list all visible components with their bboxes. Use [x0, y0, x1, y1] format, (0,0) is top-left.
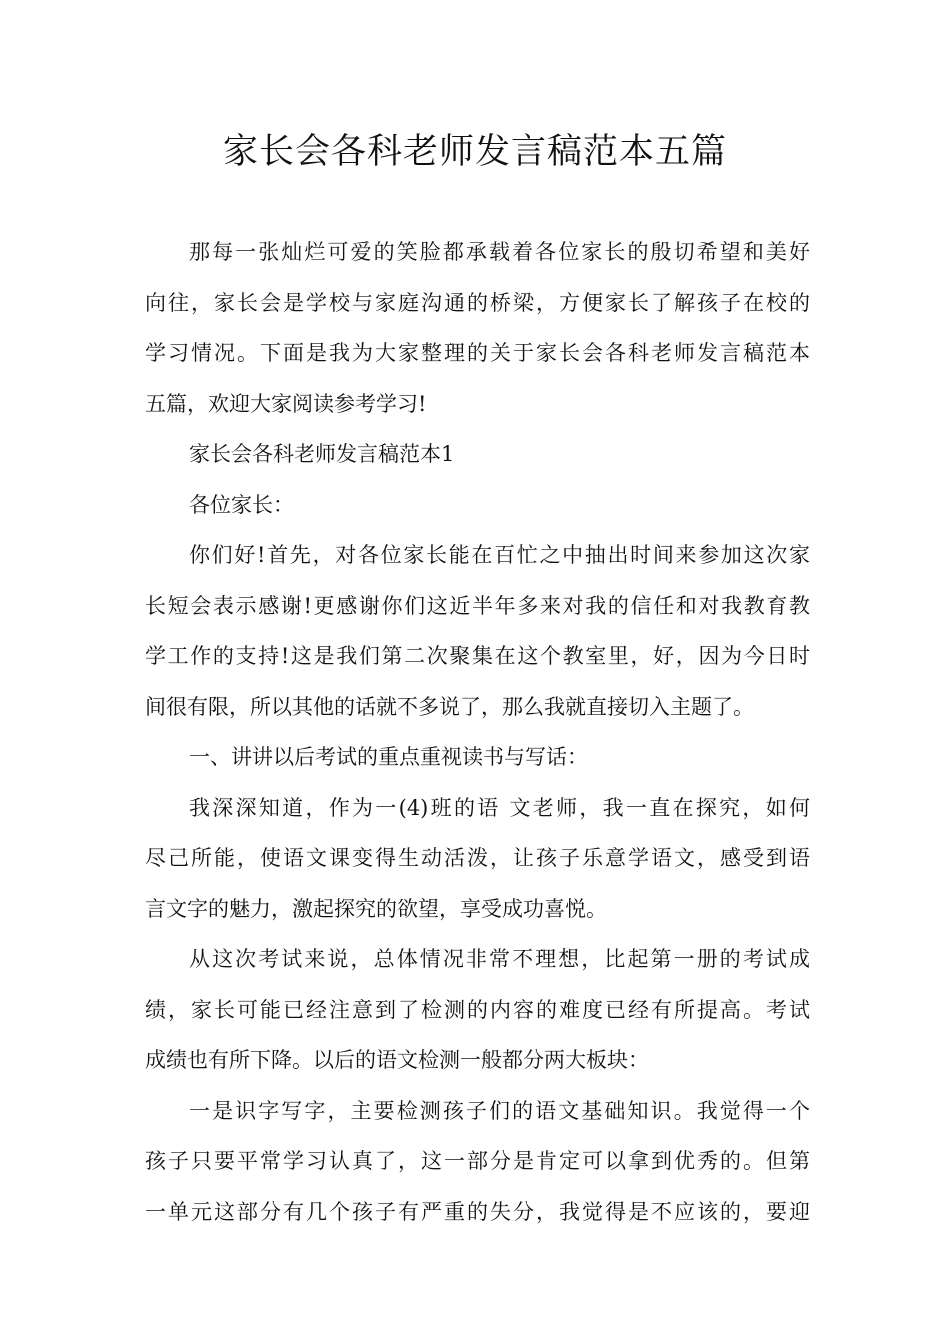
text-line: 孩子只要平常学习认真了，这一部分是肯定可以拿到优秀的。但第 — [145, 1149, 810, 1173]
text-line: 一是识字写字，主要检测孩子们的语文基础知识。我觉得一个 — [189, 1098, 810, 1123]
sub-heading: 一、讲讲以后考试的重点重视读书与写话： — [189, 745, 588, 769]
text-line: 一单元这部分有几个孩子有严重的失分，我觉得是不应该的，要迎 — [145, 1199, 810, 1224]
document-body — [145, 227, 810, 1237]
text-line: 你们好!首先，对各位家长能在百忙之中抽出时间来参加这次家 — [189, 543, 810, 567]
document-title: 家长会各科老师发言稿范本五篇 — [222, 132, 727, 172]
text-line: 我深深知道，作为一(4)班的语 文老师，我一直在探究，如何 — [189, 795, 810, 820]
text-line: 言文字的魅力，激起探究的欲望，享受成功喜悦。 — [145, 896, 607, 921]
text-line: 尽己所能，使语文课变得生动活泼，让孩子乐意学语文，感受到语 — [145, 846, 810, 870]
text-line: 学习情况。下面是我为大家整理的关于家长会各科老师发言稿范本 — [145, 341, 810, 365]
text-line: 绩，家长可能已经注意到了检测的内容的难度已经有所提高。考试 — [145, 997, 810, 1022]
text-line: 向往，家长会是学校与家庭沟通的桥梁，方便家长了解孩子在校的 — [145, 290, 810, 315]
salutation: 各位家长： — [189, 492, 294, 517]
section-heading: 家长会各科老师发言稿范本1 — [189, 442, 455, 466]
text-line: 五篇，欢迎大家阅读参考学习! — [145, 391, 427, 416]
text-line: 成绩也有所下降。以后的语文检测一般都分两大板块： — [145, 1048, 649, 1072]
text-line: 学工作的支持!这是我们第二次聚集在这个教室里，好，因为今日时 — [145, 644, 810, 668]
text-line: 从这次考试来说，总体情况非常不理想，比起第一册的考试成 — [189, 947, 810, 971]
text-line: 那每一张灿烂可爱的笑脸都承载着各位家长的殷切希望和美好 — [189, 240, 810, 264]
text-line: 长短会表示感谢!更感谢你们这近半年多来对我的信任和对我教育教 — [145, 593, 810, 618]
text-line: 间很有限，所以其他的话就不多说了，那么我就直接切入主题了。 — [145, 694, 754, 719]
